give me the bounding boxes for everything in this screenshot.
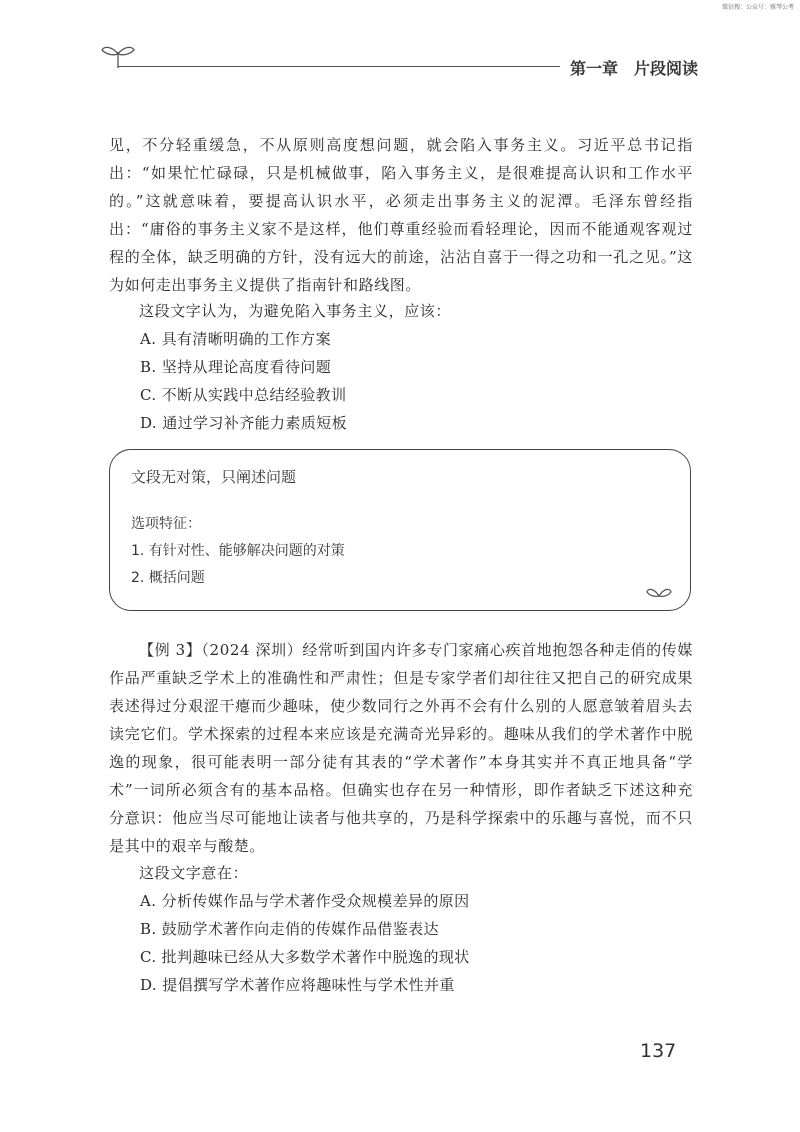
tip-box <box>109 449 691 611</box>
header-rule <box>118 66 560 67</box>
question-1-option-c: C. 不断从实践中总结经验教训 <box>140 386 347 404</box>
tip-box-subtitle: 选项特征： <box>131 516 201 532</box>
question-2-passage: 【例 3】（2024 深圳）经常听到国内许多专门家痛心疾首地抱怨各种走俏的传媒作品严重缺乏学术上的准确性和严肃性；但是专家学者们却往往又把自己的研究成果表述得过分艰涩干瘪而少趣味，使少数同行之外再不会有什么别的人愿意皱着眉头去读完它们。学术探索的过程本来应该是充满奇光异彩的。趣味从我们的学术著作中脱逸的现象，很可能表明一部分徒有其表的“学术著作”本身其实并不真正地具备“学术”一词所必须含有的基本品格。但确实也存在另一种情形，即作者缺乏下述这种充分意识：他应当尽可能地让读者与他共享的，乃是科学探索中的乐趣与喜悦，而不只是其中的艰辛与酸楚。 <box>109 641 693 855</box>
tip-box-item: 2. 概括问题 <box>131 570 205 586</box>
question-1-prompt: 这段文字认为，为避免陷入事务主义，应该： <box>139 302 452 320</box>
tip-box-title: 文段无对策，只阐述问题 <box>131 468 297 486</box>
question-1-option-d: D. 通过学习补齐能力素质短板 <box>140 414 348 432</box>
question-2-prompt: 这段文字意在： <box>139 864 249 882</box>
chapter-title: 第一章 片段阅读 <box>570 59 699 78</box>
sprout-icon <box>100 40 136 74</box>
question-1-option-a: A. 具有清晰明确的工作方案 <box>140 330 331 348</box>
question-2-option-b: B. 鼓励学术著作向走俏的传媒作品借鉴表达 <box>140 920 439 938</box>
tip-box-item: 1. 有针对性、能够解决问题的对策 <box>131 543 345 559</box>
question-2-option-a: A. 分析传媒作品与学术著作受众规模差异的原因 <box>140 892 470 910</box>
page-number: 137 <box>640 1040 677 1062</box>
question-2-option-d: D. 提倡撰写学术著作应将趣味性与学术性并重 <box>140 976 455 994</box>
question-2-option-c: C. 批判趣味已经从大多数学术著作中脱逸的现状 <box>140 948 470 966</box>
question-1-passage: 见，不分轻重缓急，不从原则高度想问题，就会陷入事务主义。习近平总书记指出：“如果忙忙碌碌，只是机械做事，陷入事务主义，是很难提高认识和工作水平的。”这就意味着，要提高认识水平，必须走出事务主义的泥潭。毛泽东曾经指出：“庸俗的事务主义家不是这样，他们尊重经验而看轻理论，因而不能通观客观过程的全体，缺乏明确的方针，没有远大的前途，沾沾自喜于一得之功和一孔之见。”这为如何走出事务主义提供了指南针和路线图。 <box>109 136 693 294</box>
question-1-option-b: B. 坚持从理论高度看待问题 <box>140 358 332 376</box>
leaf-icon <box>646 584 672 604</box>
watermark-text: 微信搜：公众号：雅琴公考 <box>721 4 794 11</box>
